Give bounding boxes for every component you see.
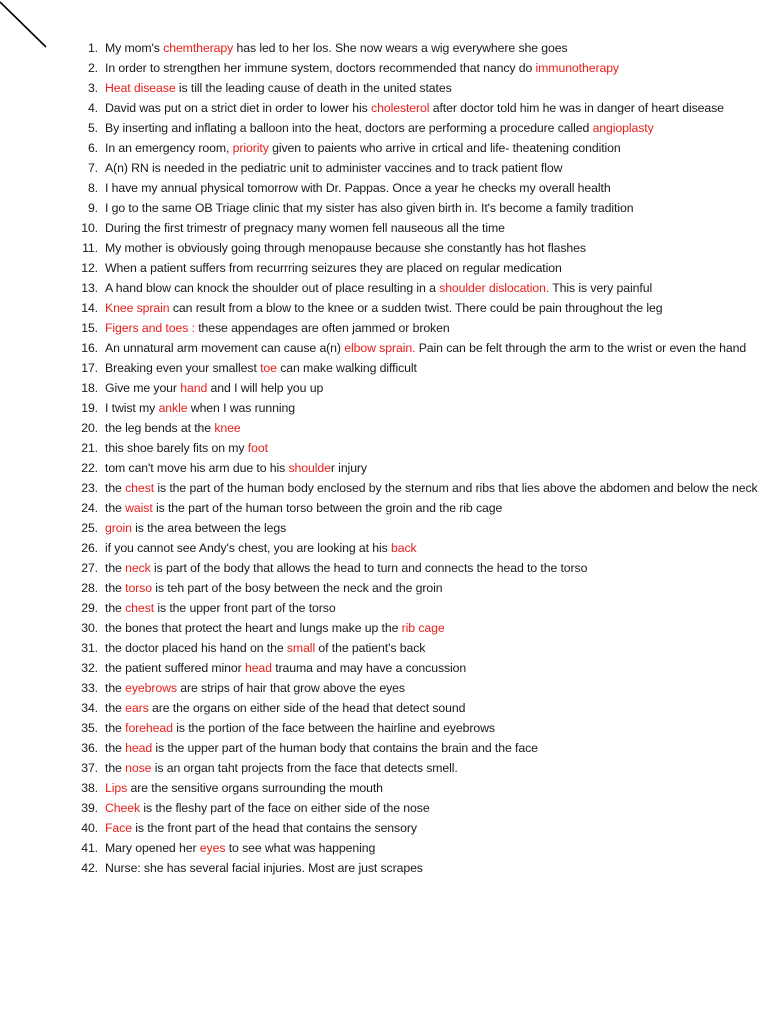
text-segment: is part of the body that allows the head to turn and connects the head to the torso — [150, 561, 588, 575]
text-segment: Pain can be felt through the arm to the wrist or even the hand — [415, 341, 747, 355]
text-segment: An unnatural arm movement can cause a(n) — [105, 341, 345, 355]
highlighted-term: chest — [125, 601, 155, 615]
item-text — [105, 38, 762, 58]
item-text — [105, 858, 762, 878]
item-text — [105, 78, 762, 98]
item-number: 41. — [81, 841, 98, 855]
text-segment: given to paients who arrive in crtical and life- theatening condition — [268, 141, 621, 155]
list-item — [62, 858, 762, 878]
item-number: 3. — [87, 81, 98, 95]
text-segment: I twist my — [105, 401, 159, 415]
item-number: 20. — [81, 421, 98, 435]
text-segment: the — [105, 681, 126, 695]
text-segment: the doctor placed his hand on the — [105, 641, 287, 655]
item-text — [105, 518, 762, 538]
item-text — [105, 538, 762, 558]
highlighted-term: ankle — [158, 401, 188, 415]
text-segment: Mary opened her — [105, 841, 200, 855]
list-item — [62, 718, 762, 738]
highlighted-term: eyes — [199, 841, 226, 855]
highlighted-term: foot — [247, 441, 268, 455]
item-text — [105, 718, 762, 738]
text-segment: My mom's — [105, 41, 164, 55]
item-number: 4. — [87, 101, 98, 115]
highlighted-term: immunotherapy — [535, 61, 619, 75]
text-segment: of the patient's back — [315, 641, 426, 655]
list-item — [62, 158, 762, 178]
highlighted-term: Face — [105, 821, 132, 835]
list-item — [62, 458, 762, 478]
highlighted-term: knee — [214, 421, 241, 435]
item-text — [105, 138, 762, 158]
text-segment: Breaking even your smallest — [105, 361, 261, 375]
list-item — [62, 58, 762, 78]
item-text — [105, 58, 762, 78]
text-segment: are the organs on either side of the head that detect sound — [148, 701, 466, 715]
highlighted-term: torso — [125, 581, 152, 595]
text-segment: the — [105, 561, 126, 575]
item-number: 25. — [81, 521, 98, 535]
item-text — [105, 618, 762, 638]
list-item — [62, 638, 762, 658]
list-item — [62, 98, 762, 118]
text-segment: after doctor told him he was in danger of heart disease — [429, 101, 724, 115]
text-segment: the — [105, 761, 126, 775]
highlighted-term: Heat disease — [105, 81, 176, 95]
list-item — [62, 78, 762, 98]
item-text — [105, 378, 762, 398]
item-number: 21. — [81, 441, 98, 455]
text-segment: trauma and may have a concussion — [271, 661, 467, 675]
item-text — [105, 158, 762, 178]
list-item — [62, 398, 762, 418]
text-segment: is the fleshy part of the face on either side of the nose — [140, 801, 430, 815]
item-number: 15. — [81, 321, 98, 335]
text-segment: is the portion of the face between the hairline and eyebrows — [172, 721, 495, 735]
item-number: 12. — [81, 261, 98, 275]
list-item — [62, 798, 762, 818]
item-number: 19. — [81, 401, 98, 415]
list-item — [62, 498, 762, 518]
item-number: 27. — [81, 561, 98, 575]
text-segment: tom can't move his arm due to his — [105, 461, 289, 475]
item-text — [105, 458, 762, 478]
highlighted-term: elbow sprain. — [344, 341, 416, 355]
item-number: 36. — [81, 741, 98, 755]
list-item — [62, 778, 762, 798]
item-number: 5. — [87, 121, 98, 135]
text-segment: is an organ taht projects from the face that detects smell. — [151, 761, 458, 775]
item-number: 16. — [81, 341, 98, 355]
list-item — [62, 278, 762, 298]
item-text — [105, 758, 762, 778]
text-segment: During the first trimestr of pregnacy many women fell nauseous all the time — [105, 221, 505, 235]
highlighted-term: angioplasty — [592, 121, 654, 135]
item-number: 17. — [81, 361, 98, 375]
list-item — [62, 258, 762, 278]
item-text — [105, 778, 762, 798]
text-segment: when I was running — [187, 401, 295, 415]
list-item — [62, 338, 762, 358]
list-item — [62, 678, 762, 698]
item-number: 9. — [87, 201, 98, 215]
text-segment: r injury — [330, 461, 367, 475]
list-item — [62, 178, 762, 198]
text-segment: A hand blow can knock the shoulder out of place resulting in a — [105, 281, 440, 295]
item-number: 1. — [87, 41, 98, 55]
list-item — [62, 478, 762, 498]
item-number: 37. — [81, 761, 98, 775]
item-text — [105, 638, 762, 658]
item-number: 18. — [81, 381, 98, 395]
text-segment: these appendages are often jammed or broken — [194, 321, 450, 335]
highlighted-term: Lips — [105, 781, 128, 795]
text-segment: can result from a blow to the knee or a sudden twist. There could be pain throughout the leg — [169, 301, 663, 315]
text-segment: A(n) RN is needed in the pediatric unit to administer vaccines and to track patient flow — [105, 161, 563, 175]
item-number: 13. — [81, 281, 98, 295]
highlighted-term: forehead — [125, 721, 173, 735]
item-text — [105, 598, 762, 618]
text-segment: is the part of the human body enclosed by the sternum and ribs that lies above the abdomen and below the neck — [154, 481, 758, 495]
item-number: 2. — [87, 61, 98, 75]
item-text — [105, 818, 762, 838]
highlighted-term: shoulder dislocation. — [439, 281, 550, 295]
text-segment: the — [105, 501, 126, 515]
highlighted-term: Knee sprain — [105, 301, 170, 315]
highlighted-term: nose — [125, 761, 152, 775]
list-item — [62, 558, 762, 578]
text-segment: Give me your — [105, 381, 181, 395]
item-number: 28. — [81, 581, 98, 595]
text-segment: can make walking difficult — [276, 361, 417, 375]
list-item — [62, 518, 762, 538]
text-segment: if you cannot see Andy's chest, you are looking at his — [105, 541, 391, 555]
item-text — [105, 118, 762, 138]
item-text — [105, 558, 762, 578]
highlighted-term: head — [125, 741, 153, 755]
list-item — [62, 618, 762, 638]
list-item — [62, 698, 762, 718]
corner-diagonal-line — [0, 0, 60, 60]
text-segment: I have my annual physical tomorrow with Dr. Pappas. Once a year he checks my overall health — [105, 181, 611, 195]
item-text — [105, 658, 762, 678]
item-text — [105, 198, 762, 218]
highlighted-term: priority — [232, 141, 269, 155]
list-item — [62, 578, 762, 598]
list-item — [62, 818, 762, 838]
text-segment: has led to her los. She now wears a wig everywhere she goes — [233, 41, 568, 55]
list-item — [62, 538, 762, 558]
item-text — [105, 418, 762, 438]
highlighted-term: groin — [105, 521, 132, 535]
item-text — [105, 478, 762, 498]
list-item — [62, 38, 762, 58]
item-number: 35. — [81, 721, 98, 735]
text-segment: is teh part of the bosy between the neck and the groin — [151, 581, 443, 595]
text-segment: and I will help you up — [207, 381, 324, 395]
item-number: 29. — [81, 601, 98, 615]
item-text — [105, 178, 762, 198]
highlighted-term: back — [391, 541, 417, 555]
text-segment: the leg bends at the — [105, 421, 215, 435]
highlighted-term: waist — [125, 501, 153, 515]
item-text — [105, 798, 762, 818]
item-text — [105, 498, 762, 518]
highlighted-term: toe — [260, 361, 277, 375]
highlighted-term: neck — [125, 561, 151, 575]
text-segment: are strips of hair that grow above the eyes — [176, 681, 405, 695]
list-item — [62, 138, 762, 158]
text-segment: are the sensitive organs surrounding the mouth — [127, 781, 383, 795]
text-segment: is the upper part of the human body that contains the brain and the face — [152, 741, 538, 755]
highlighted-term: eyebrows — [125, 681, 177, 695]
text-segment: the — [105, 481, 126, 495]
item-text — [105, 698, 762, 718]
text-segment: By inserting and inflating a balloon into the heat, doctors are performing a procedure called — [105, 121, 593, 135]
item-number: 24. — [81, 501, 98, 515]
highlighted-term: shoulde — [288, 461, 331, 475]
text-segment: I go to the same OB Triage clinic that my sister has also given birth in. It's become a family tradition — [105, 201, 634, 215]
text-segment: David was put on a strict diet in order to lower his — [105, 101, 372, 115]
text-segment: is the area between the legs — [131, 521, 287, 535]
text-segment: the — [105, 741, 126, 755]
item-text — [105, 278, 762, 298]
text-segment: When a patient suffers from recurrring seizures they are placed on regular medication — [105, 261, 562, 275]
highlighted-term: Cheek — [105, 801, 141, 815]
item-number: 8. — [87, 181, 98, 195]
item-number: 10. — [81, 221, 98, 235]
text-segment: Nurse: she has several facial injuries. Most are just scrapes — [105, 861, 423, 875]
item-text — [105, 398, 762, 418]
list-item — [62, 238, 762, 258]
item-number: 39. — [81, 801, 98, 815]
list-item — [62, 198, 762, 218]
highlighted-term: Figers and toes : — [105, 321, 195, 335]
text-segment: this shoe barely fits on my — [105, 441, 248, 455]
text-segment: to see what was happening — [225, 841, 376, 855]
item-text — [105, 438, 762, 458]
list-item — [62, 218, 762, 238]
list-item — [62, 318, 762, 338]
item-text — [105, 98, 762, 118]
list-item — [62, 298, 762, 318]
list-item — [62, 598, 762, 618]
text-segment: In an emergency room, — [105, 141, 233, 155]
item-number: 26. — [81, 541, 98, 555]
list-item — [62, 758, 762, 778]
item-text — [105, 238, 762, 258]
highlighted-term: ears — [125, 701, 149, 715]
text-segment: is till the leading cause of death in the united states — [175, 81, 452, 95]
item-text — [105, 358, 762, 378]
list-item — [62, 418, 762, 438]
text-segment: the — [105, 721, 126, 735]
item-number: 38. — [81, 781, 98, 795]
numbered-sentence-list — [62, 38, 762, 878]
item-text — [105, 838, 762, 858]
highlighted-term: chest — [125, 481, 155, 495]
list-item — [62, 358, 762, 378]
highlighted-term: rib cage — [401, 621, 445, 635]
text-segment: the — [105, 601, 126, 615]
item-number: 33. — [81, 681, 98, 695]
text-segment: the patient suffered minor — [105, 661, 245, 675]
item-number: 32. — [81, 661, 98, 675]
item-number: 30. — [81, 621, 98, 635]
item-text — [105, 318, 762, 338]
item-number: 42. — [81, 861, 98, 875]
item-number: 11. — [82, 241, 98, 255]
highlighted-term: cholesterol — [371, 101, 430, 115]
list-item — [62, 118, 762, 138]
text-segment: is the upper front part of the torso — [154, 601, 336, 615]
item-number: 23. — [81, 481, 98, 495]
item-number: 22. — [81, 461, 98, 475]
text-segment: is the front part of the head that contains the sensory — [131, 821, 417, 835]
list-item — [62, 738, 762, 758]
item-number: 40. — [81, 821, 98, 835]
text-segment: This is very painful — [549, 281, 653, 295]
text-segment: the — [105, 581, 126, 595]
item-number: 6. — [87, 141, 98, 155]
highlighted-term: chemtherapy — [163, 41, 234, 55]
item-text — [105, 258, 762, 278]
text-segment: My mother is obviously going through menopause because she constantly has hot flashes — [105, 241, 586, 255]
item-number: 34. — [81, 701, 98, 715]
item-text — [105, 338, 762, 358]
item-number: 31. — [81, 641, 98, 655]
highlighted-term: hand — [180, 381, 208, 395]
item-number: 14. — [81, 301, 98, 315]
list-item — [62, 438, 762, 458]
highlighted-term: head — [244, 661, 272, 675]
text-segment: is the part of the human torso between the groin and the rib cage — [152, 501, 503, 515]
item-text — [105, 298, 762, 318]
item-text — [105, 678, 762, 698]
item-number: 7. — [87, 161, 98, 175]
list-item — [62, 378, 762, 398]
list-item — [62, 658, 762, 678]
text-segment: the — [105, 701, 126, 715]
item-text — [105, 218, 762, 238]
text-segment: In order to strengthen her immune system, doctors recommended that nancy do — [105, 61, 536, 75]
highlighted-term: small — [286, 641, 316, 655]
item-text — [105, 738, 762, 758]
list-item — [62, 838, 762, 858]
text-segment: the bones that protect the heart and lungs make up the — [105, 621, 402, 635]
item-text — [105, 578, 762, 598]
